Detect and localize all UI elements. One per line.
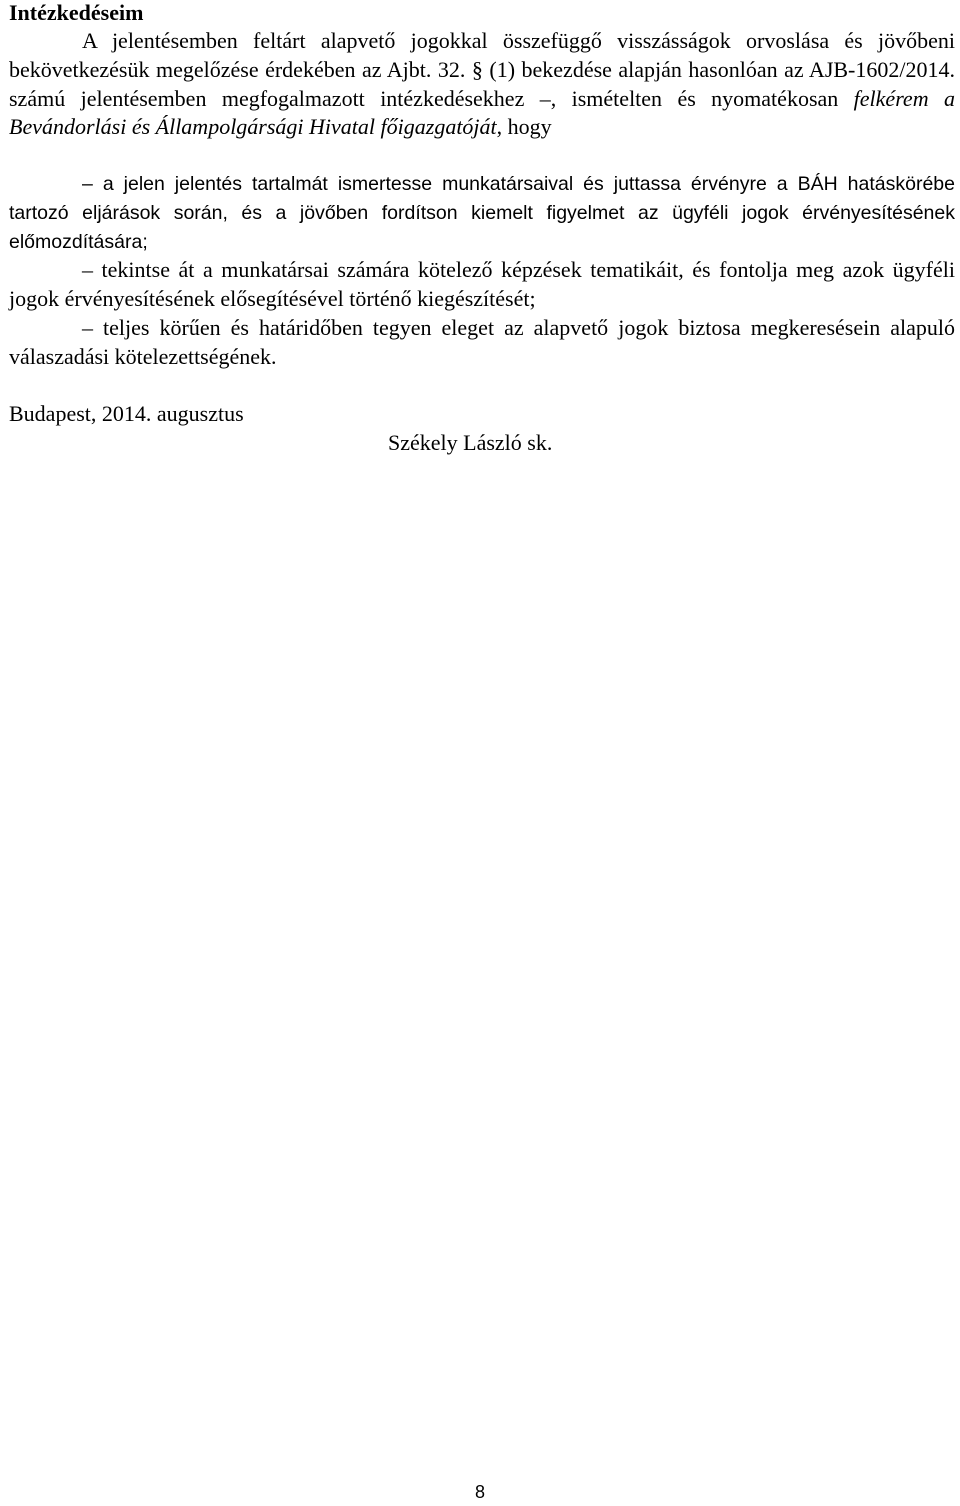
- measure-item-2: – tekintse át a munkatársai számára kötelező képzések tematikáit, és fontolja meg azok ügyféli jogok érvényesítésének elősegítésével történő kiegészítését;: [9, 257, 955, 311]
- intro-text-part2: , hogy: [496, 114, 552, 140]
- signature: Székely László sk.: [388, 430, 553, 455]
- measure-item-1: – a jelen jelentés tartalmát ismertesse munkatársaival és juttassa érvényre a BÁH hatáskörébe tartozó eljárások során, és a jövőben fordítson kiemelt figyelmet az ügyféli jogok érvényesítésének előmozdítására;: [9, 173, 955, 253]
- intro-paragraph: [9, 27, 955, 142]
- section-heading: Intézkedéseim: [9, 0, 144, 25]
- measure-item-3: – teljes körűen és határidőben tegyen eleget az alapvető jogok biztosa megkeresésein alapuló válaszadási kötelezettségének.: [9, 315, 955, 369]
- page-number: 8: [474, 1482, 485, 1502]
- intro-text-part1: A jelentésemben feltárt alapvető jogokkal összefüggő visszásságok orvoslása és jövőbeni bekövetkezésük megelőzése érdekében az Ajbt. 32. § (1) bekezdése alapján hasonlóan az AJB-1602/2014. számú jelentésemben megfogalmazott intézkedésekhez –, ismételten és nyomatékosan: [9, 28, 955, 111]
- intro-emphasis: felkérem a Bevándorlási és Állampolgársági Hivatal főigazgatóját: [9, 85, 955, 140]
- place-date: Budapest, 2014. augusztus: [9, 401, 244, 426]
